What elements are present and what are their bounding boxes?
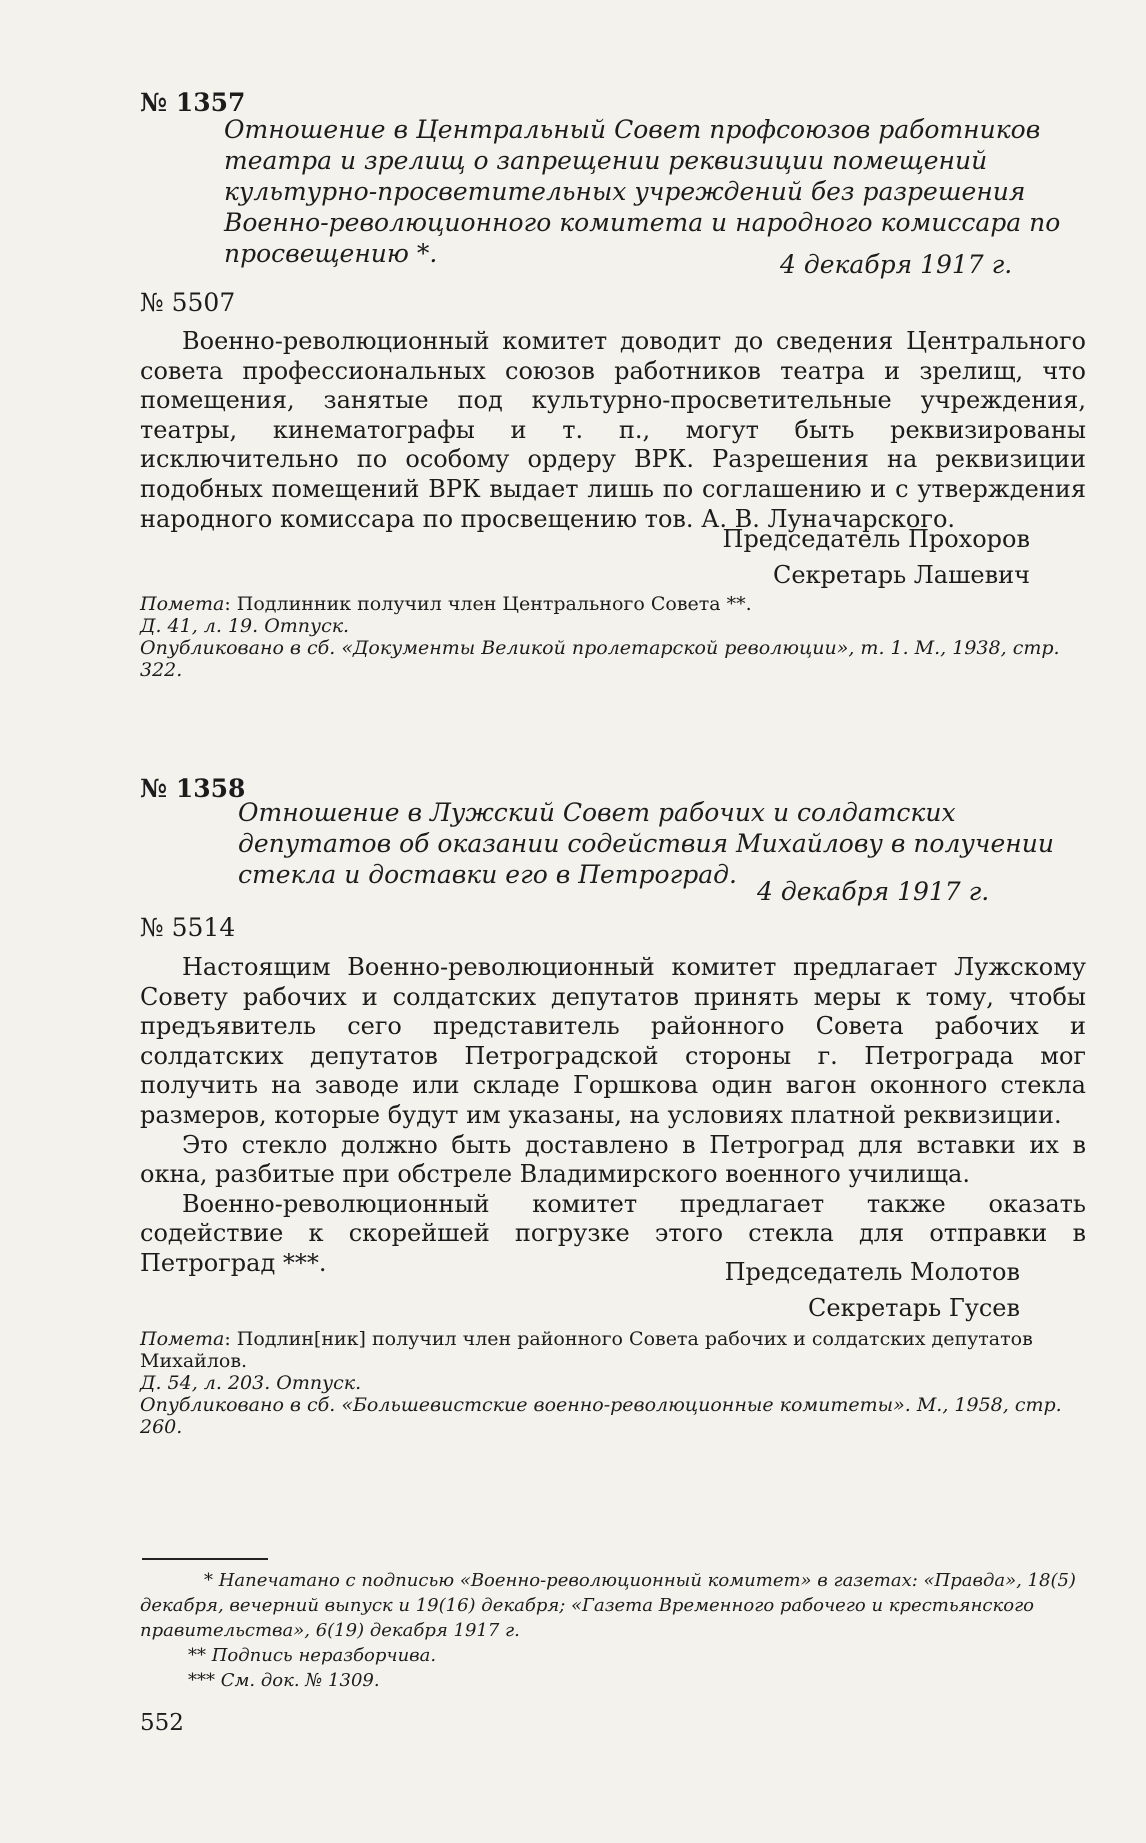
publication-reference: Опубликовано в сб. «Документы Великой пролетарской революции», т. 1. М., 1938, стр. 322. xyxy=(140,637,1060,681)
annotation-text: : Подлинник получил член Центрального Совета **. xyxy=(224,593,752,615)
footnote: * Напечатано с подписью «Военно-революционный комитет» в газетах: «Правда», 18(5) декабря, вечерний выпуск и 19(16) декабря; «Газета Временного рабочего и крестьянского правительства», 6(19) декабря 1917 г. xyxy=(140,1570,1076,1641)
document-body xyxy=(140,953,1086,1279)
document-title: Отношение в Лужский Совет рабочих и солдатских депутатов об оказании содействия Михайлову в получении стекла и доставки его в Петроград. xyxy=(238,798,1054,889)
document-body xyxy=(140,327,1086,534)
body-paragraph: Это стекло должно быть доставлено в Петроград для вставки их в окна, разбитые при обстреле Владимирского военного училища. xyxy=(140,1130,1086,1189)
publication-reference: Опубликовано в сб. «Большевистские военно-революционные комитеты». М., 1958, стр. 260. xyxy=(140,1394,1062,1438)
outgoing-number: № 5507 xyxy=(140,288,236,317)
document-notes xyxy=(140,1328,1086,1438)
footnote-divider xyxy=(142,1558,268,1560)
page-number: 552 xyxy=(140,1710,184,1736)
archive-reference: Д. 41, л. 19. Отпуск. xyxy=(140,615,350,637)
signature-secretary: Секретарь Гусев xyxy=(808,1294,1020,1322)
signature-block xyxy=(600,1254,1020,1326)
document-number: № 1357 xyxy=(140,88,246,117)
signature-block xyxy=(600,521,1030,593)
document-notes xyxy=(140,593,1086,681)
outgoing-number: № 5514 xyxy=(140,913,236,942)
signature-secretary: Секретарь Лашевич xyxy=(772,561,1030,589)
annotation-label: Помета xyxy=(140,593,225,615)
annotation-text: : Подлин[ник] получил член районного Совета рабочих и солдатских депутатов Михайлов. xyxy=(140,1328,1033,1372)
footnotes xyxy=(140,1568,1086,1693)
archive-reference: Д. 54, л. 203. Отпуск. xyxy=(140,1372,362,1394)
document-title: Отношение в Центральный Совет профсоюзов работников театра и зрелищ о запрещении реквизиции помещений культурно-просветительных учреждений без разрешения Военно-революционного комитета и народного комиссара по просвещению *. xyxy=(224,115,1061,268)
body-paragraph: Военно-революционный комитет доводит до сведения Центрального совета профессиональных союзов работников театра и зрелищ, что помещения, занятые под культурно-просветительные учреждения, театры, кинематографы и т. п., могут быть реквизированы исключительно по особому ордеру ВРК. Разрешения на реквизиции подобных помещений ВРК выдает лишь по соглашению и с утверждения народного комиссара по просвещению тов. А. В. Луначарского. xyxy=(140,327,1086,533)
document-date: 4 декабря 1917 г. xyxy=(780,250,1013,279)
footnote: ** Подпись неразборчива. xyxy=(188,1645,437,1666)
annotation-line xyxy=(140,593,1086,615)
document-date: 4 декабря 1917 г. xyxy=(757,877,990,906)
body-paragraph: Настоящим Военно-революционный комитет предлагает Лужскому Совету рабочих и солдатских депутатов принять меры к тому, чтобы предъявитель сего представитель районного Совета рабочих и солдатских депутатов Петроградской стороны г. Петрограда мог получить на заводе или складе Горшкова один вагон оконного стекла размеров, которые будут им указаны, на условиях платной реквизиции. xyxy=(140,953,1086,1129)
annotation-line xyxy=(140,1328,1086,1372)
document-number: № 1358 xyxy=(140,774,246,803)
body-paragraph: Военно-революционный комитет предлагает также оказать содействие к скорейшей погрузке этого стекла для отправки в Петроград ***. xyxy=(140,1189,1086,1277)
footnote: *** См. док. № 1309. xyxy=(188,1670,380,1691)
signature-chairman: Председатель Молотов xyxy=(724,1258,1020,1286)
signature-chairman: Председатель Прохоров xyxy=(722,525,1030,553)
annotation-label: Помета xyxy=(140,1328,225,1350)
